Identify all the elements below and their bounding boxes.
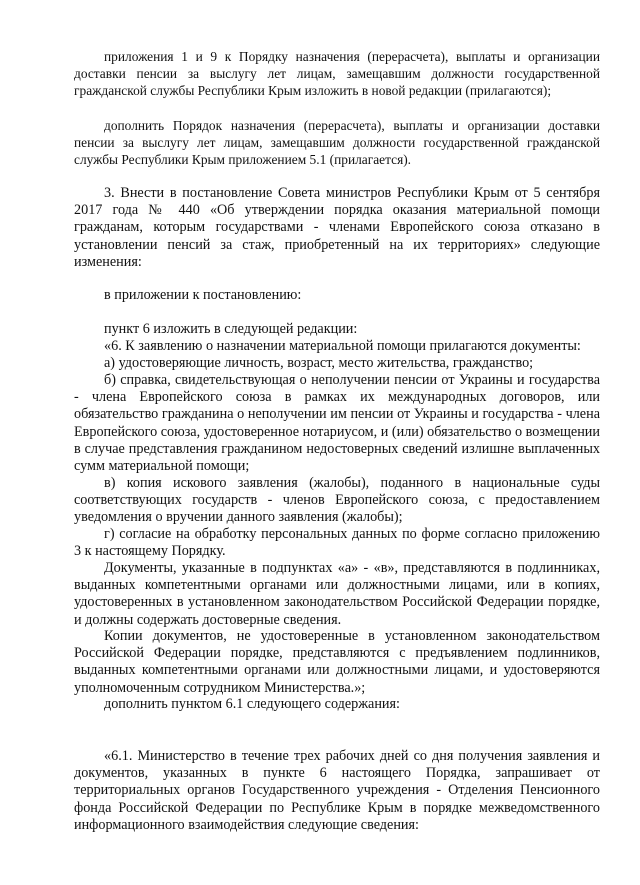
paragraph-item-3: 3. Внести в постановление Совета министров Республики Крым от 5 сентября 2017 года № 440 «Об утверждении порядка оказания материальной помощи гражданам, которым государствами - членами Европейского союза отказано в установлении пенсий за стаж, приобретенный на их территориях» следующие изменения:	[74, 185, 600, 270]
paragraph-add-6-1: дополнить пунктом 6.1 следующего содержания:	[104, 696, 400, 712]
paragraph-appendix-1-9: приложения 1 и 9 к Порядку назначения (перерасчета), выплаты и организации доставки пенсии за выслугу лет лицам, замещавшим должности государственной гражданской службы Республики Крым изложить в новой редакции (прилагаются);	[74, 49, 600, 99]
paragraph-point-6-intro: «6. К заявлению о назначении материальной помощи прилагаются документы:	[104, 338, 581, 354]
paragraph-subpoint-v: в) копия искового заявления (жалобы), поданного в национальные суды соответствующих государств - членов Европейского союза, с предоставлением уведомления о вручении данного заявления (жалобы);	[74, 475, 600, 526]
paragraph-point-6-edit: пункт 6 изложить в следующей редакции:	[104, 321, 358, 337]
paragraph-document-copies: Копии документов, не удостоверенные в установленном законодательством Российской Федерации порядке, представляются с предъявлением подлинников, выданных компетентными органами или должностными лицами, и удостоверяются уполномоченным сотрудником Министерства.»;	[74, 628, 600, 696]
paragraph-documents-originals: Документы, указанные в подпунктах «а» - «в», представляются в подлинниках, выданных компетентными органами или должностными лицами, или в копиях, удостоверенных в установленном законодательством Российской Федерации порядке, и должны содержать достоверные сведения.	[74, 560, 600, 628]
paragraph-in-appendix: в приложении к постановлению:	[104, 287, 302, 303]
paragraph-point-6-1: «6.1. Министерство в течение трех рабочих дней со дня получения заявления и документов, указанных в пункте 6 настоящего Порядка, запрашивает от территориальных органов Государственного учреждения - Отделения Пенсионного фонда Российской Федерации по Республике Крым в порядке межведомственного информационного взаимодействия следующие сведения:	[74, 748, 600, 833]
paragraph-subpoint-g: г) согласие на обработку персональных данных по форме согласно приложению 3 к настоящему Порядку.	[74, 526, 600, 560]
paragraph-subpoint-b: б) справка, свидетельствующая о неполучении пенсии от Украины и государства - члена Европейского союза в рамках их международных договоров, или обязательство гражданина о неполучении им пенсии от Украины и государства - члена Европейского союза, удостоверенное нотариусом, и (или) обязательство о возмещении в случае представления гражданином недостоверных сведений излишне выплаченных сумм материальной помощи;	[74, 372, 600, 475]
paragraph-appendix-5-1: дополнить Порядок назначения (перерасчета), выплаты и организации доставки пенсии за выслугу лет лицам, замещавшим должности государственной гражданской службы Республики Крым приложением 5.1 (прилагается).	[74, 118, 600, 168]
paragraph-subpoint-a: а) удостоверяющие личность, возраст, место жительства, гражданство;	[104, 355, 534, 371]
